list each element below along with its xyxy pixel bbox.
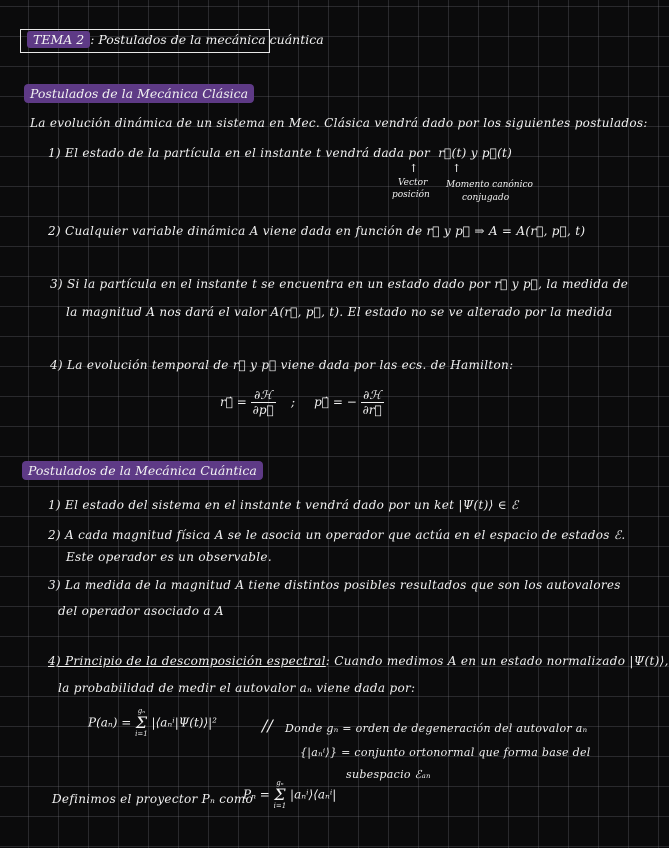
- classical-intro: La evolución dinámica de un sistema en Mec. Clásica vendrá dado por los siguientes postulados:: [30, 116, 648, 130]
- classical-postulate-1-math: r⃗(t) y p⃗(t): [438, 146, 513, 160]
- probability-formula: [88, 708, 217, 738]
- quantum-postulate-4-line1: [48, 654, 669, 668]
- hamilton-equations: [220, 388, 384, 417]
- projector-lhs: Pₙ =: [243, 787, 270, 802]
- projector-formula: [243, 780, 336, 810]
- sum-lower-limit: i=1: [273, 802, 287, 810]
- hamilton-r-lhs: r⃗̇ =: [220, 395, 247, 409]
- hamilton-p-den: ∂r⃗: [362, 403, 382, 417]
- classical-postulate-3-line1: 3) Si la partícula en el instante t se encuentra en un estado dado por r⃗ y p⃗, la medida de: [50, 277, 629, 291]
- projector-definition-text: Definimos el proyector Pₙ como: [52, 792, 254, 806]
- donde-line3: subespacio ℰₐₙ: [346, 768, 431, 781]
- classical-postulate-1: [48, 146, 512, 160]
- hamilton-r-fraction: [251, 388, 276, 417]
- quantum-heading: Postulados de la Mecánica Cuántica: [22, 461, 263, 480]
- arrow-up-icon: ↑: [409, 162, 419, 175]
- annotation-conjugado: conjugado: [462, 193, 510, 203]
- sigma-icon: Σ: [274, 785, 286, 804]
- probability-lhs: P(aₙ) =: [88, 715, 132, 730]
- quantum-postulate-4-line2: la probabilidad de medir el autovalor aₙ viene dada por:: [58, 681, 416, 695]
- quantum-postulate-3-line2: del operador asociado a A: [58, 604, 224, 618]
- classical-heading: Postulados de la Mecánica Clásica: [24, 84, 254, 103]
- sum-upper-limit: gₙ: [276, 779, 284, 787]
- quantum-postulate-2-line1: 2) A cada magnitud física A se le asocia un operador que actúa en el espacio de estados ℰ.: [48, 528, 626, 542]
- hamilton-separator: ;: [291, 395, 296, 409]
- hamilton-p-fraction: [361, 388, 384, 417]
- sum-symbol: [274, 780, 287, 810]
- quantum-postulate-1: 1) El estado del sistema en el instante t vendrá dado por un ket |Ψ(t)⟩ ∈ ℰ: [48, 498, 519, 512]
- sum-upper-limit: gₙ: [137, 707, 146, 715]
- quantum-postulate-3-line1: 3) La medida de la magnitud A tiene distintos posibles resultados que son los autovalores: [48, 578, 621, 592]
- hamilton-p-num: ∂ℋ: [361, 388, 384, 403]
- quantum-postulate-4-rest: : Cuando medimos A en un estado normalizado |Ψ(t)⟩,: [325, 654, 669, 668]
- donde-line1: Donde gₙ = orden de degeneración del autovalor aₙ: [285, 722, 588, 735]
- arrow-up-icon: ↑: [452, 162, 462, 175]
- donde-line2: {|aₙⁱ⟩} = conjunto ortonormal que forma base del: [300, 746, 591, 759]
- sigma-icon: Σ: [135, 713, 148, 732]
- hamilton-r-num: ∂ℋ: [251, 388, 276, 403]
- probability-rhs: |⟨aₙⁱ|Ψ(t)⟩|²: [151, 715, 217, 730]
- sum-lower-limit: i=1: [135, 730, 148, 738]
- annotation-posicion: posición: [392, 190, 430, 200]
- separator-slashes: //: [262, 716, 273, 735]
- classical-postulate-2: 2) Cualquier variable dinámica A viene dada en función de r⃗ y p⃗ ⇒ A = A(r⃗, p⃗, t): [48, 224, 586, 238]
- classical-postulate-3-line2: la magnitud A nos dará el valor A(r⃗, p⃗, t). El estado no se ve alterado por la medida: [66, 305, 613, 319]
- spectral-principle-title: 4) Principio de la descomposición espectral: [48, 654, 326, 668]
- hamilton-p-lhs: p⃗̇ = −: [314, 395, 357, 409]
- classical-postulate-4: 4) La evolución temporal de r⃗ y p⃗ viene dada por las ecs. de Hamilton:: [50, 358, 514, 372]
- classical-postulate-1-text: 1) El estado de la partícula en el instante t vendrá dada por: [48, 146, 431, 160]
- quantum-postulate-2-line2: Este operador es un observable.: [66, 550, 272, 564]
- sum-symbol: [135, 708, 148, 738]
- topic-label: TEMA 2: [27, 31, 90, 48]
- hamilton-r-den: ∂p⃗: [252, 403, 274, 417]
- annotation-vector: Vector: [398, 178, 428, 188]
- annotation-momento: Momento canónico: [446, 180, 533, 190]
- topic-title: : Postulados de la mecánica cuántica: [90, 32, 324, 47]
- page-title-box: [20, 29, 324, 53]
- projector-rhs: |aₙⁱ⟩⟨aₙⁱ|: [290, 787, 337, 802]
